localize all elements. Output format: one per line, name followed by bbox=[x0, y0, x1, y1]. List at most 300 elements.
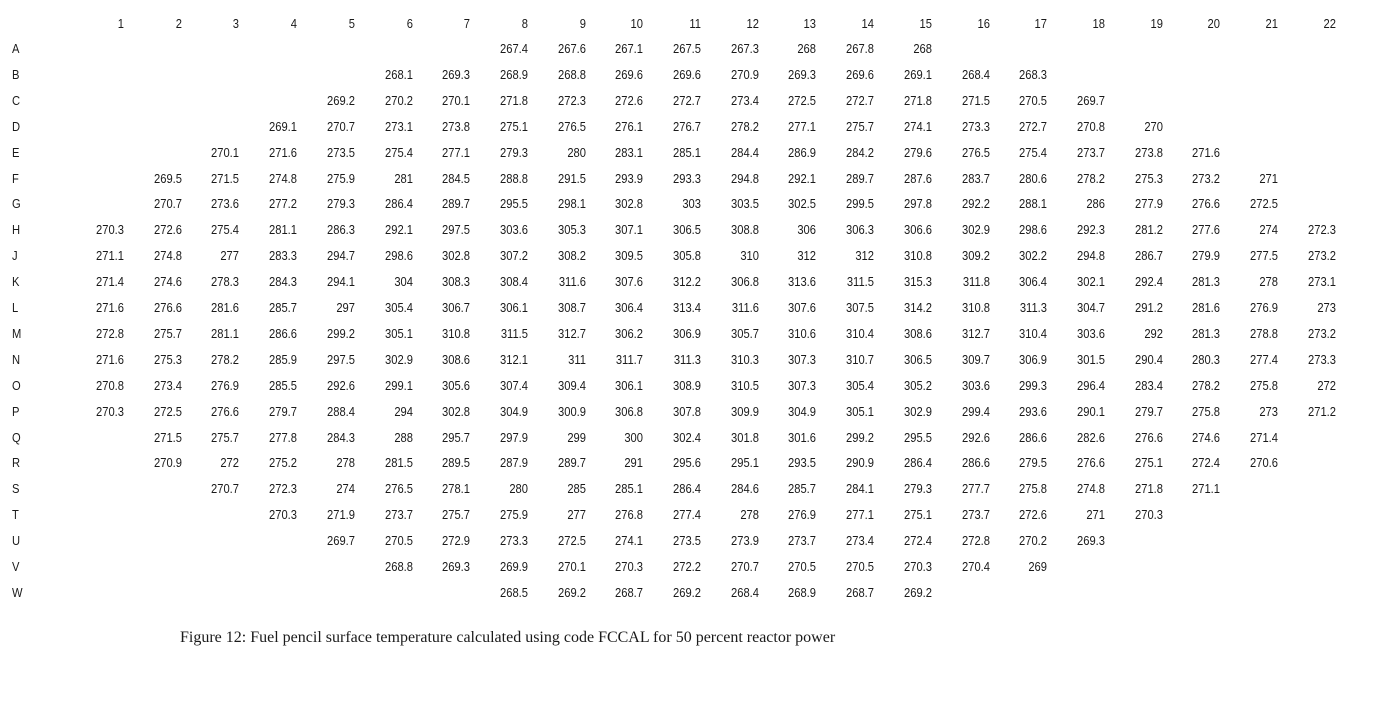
column-header: 6 bbox=[406, 16, 413, 31]
temperature-cell: 306.5 bbox=[903, 351, 932, 367]
temperature-cell: 270.7 bbox=[211, 481, 240, 497]
temperature-cell: 267.3 bbox=[730, 41, 759, 56]
temperature-cell: 306.4 bbox=[615, 300, 644, 315]
temperature-cell: 294.7 bbox=[326, 248, 355, 264]
temperature-cell: 272.5 bbox=[557, 533, 586, 549]
temperature-cell: 285.1 bbox=[673, 144, 701, 160]
temperature-cell: 279.9 bbox=[1192, 248, 1221, 264]
temperature-cell: 267.5 bbox=[673, 41, 701, 56]
temperature-cell: 308.7 bbox=[557, 300, 586, 315]
temperature-cell: 315.3 bbox=[903, 274, 932, 290]
temperature-cell: 270.8 bbox=[1076, 118, 1105, 134]
temperature-cell: 271.4 bbox=[1250, 429, 1278, 445]
temperature-cell: 306.7 bbox=[442, 300, 471, 315]
temperature-cell: 269.3 bbox=[1076, 533, 1105, 549]
temperature-cell: 275.3 bbox=[153, 351, 182, 367]
temperature-cell: 302.2 bbox=[1019, 248, 1048, 264]
column-header: 13 bbox=[803, 16, 817, 31]
row-header: U bbox=[12, 533, 21, 549]
temperature-cell: 277 bbox=[220, 248, 240, 264]
row-header: W bbox=[12, 584, 23, 600]
temperature-cell: 295.6 bbox=[673, 455, 701, 471]
temperature-cell: 273.5 bbox=[326, 144, 355, 160]
temperature-cell: 274.8 bbox=[1076, 481, 1105, 497]
temperature-cell: 289.7 bbox=[557, 455, 586, 471]
temperature-cell: 267.4 bbox=[499, 41, 528, 56]
temperature-cell: 273.3 bbox=[499, 533, 528, 549]
temperature-cell: 307.5 bbox=[846, 300, 875, 315]
temperature-cell: 272.4 bbox=[1192, 455, 1221, 471]
temperature-cell: 276.5 bbox=[961, 144, 990, 160]
temperature-cell: 308.3 bbox=[442, 274, 471, 290]
temperature-cell: 294 bbox=[393, 403, 413, 419]
row-header: O bbox=[12, 377, 21, 393]
temperature-cell: 269.6 bbox=[615, 66, 644, 82]
temperature-cell: 275.8 bbox=[1019, 481, 1048, 497]
column-header: 18 bbox=[1092, 16, 1105, 31]
temperature-cell: 280 bbox=[566, 144, 586, 160]
temperature-cell: 297.5 bbox=[326, 351, 355, 367]
column-header: 7 bbox=[463, 16, 471, 31]
temperature-cell: 275.3 bbox=[1134, 170, 1163, 186]
column-header: 15 bbox=[919, 16, 932, 31]
temperature-cell: 299.4 bbox=[961, 403, 990, 419]
temperature-cell: 299.2 bbox=[326, 325, 355, 341]
temperature-cell: 271 bbox=[1259, 170, 1278, 186]
temperature-cell: 291 bbox=[624, 455, 644, 471]
temperature-cell: 310.6 bbox=[788, 325, 817, 341]
temperature-cell: 281.1 bbox=[269, 222, 298, 238]
temperature-cell: 276.1 bbox=[615, 118, 644, 134]
temperature-cell: 270.7 bbox=[730, 559, 759, 574]
temperature-cell: 308.9 bbox=[673, 377, 701, 393]
temperature-cell: 274.8 bbox=[153, 248, 182, 264]
temperature-cell: 280 bbox=[509, 481, 528, 497]
temperature-cell: 309.9 bbox=[730, 403, 759, 419]
temperature-cell: 268.1 bbox=[384, 66, 413, 82]
temperature-cell: 270.5 bbox=[1019, 92, 1048, 108]
temperature-cell: 281.3 bbox=[1192, 274, 1221, 290]
temperature-cell: 268.9 bbox=[499, 66, 528, 82]
temperature-cell: 305.8 bbox=[673, 248, 701, 264]
temperature-cell: 275.7 bbox=[846, 118, 875, 134]
temperature-cell: 271.2 bbox=[1307, 403, 1336, 419]
temperature-cell: 305.4 bbox=[846, 377, 875, 393]
temperature-cell: 273.2 bbox=[1307, 248, 1336, 264]
temperature-cell: 302.8 bbox=[442, 248, 471, 264]
temperature-cell: 277.4 bbox=[673, 507, 701, 523]
row-header: L bbox=[12, 300, 19, 315]
temperature-cell: 295.1 bbox=[730, 455, 759, 471]
temperature-cell: 306.4 bbox=[1019, 274, 1048, 290]
temperature-cell: 277.1 bbox=[846, 507, 875, 523]
temperature-cell: 281.6 bbox=[211, 300, 240, 315]
temperature-cell: 281.2 bbox=[1134, 222, 1163, 238]
temperature-cell: 269.7 bbox=[1076, 92, 1105, 108]
temperature-cell: 278 bbox=[336, 455, 355, 471]
temperature-cell: 288 bbox=[393, 429, 413, 445]
temperature-cell: 286.6 bbox=[1019, 429, 1048, 445]
temperature-cell: 281.1 bbox=[211, 325, 240, 341]
temperature-cell: 272.5 bbox=[1250, 196, 1278, 212]
temperature-cell: 269.2 bbox=[673, 584, 701, 600]
row-header: S bbox=[12, 481, 20, 497]
temperature-cell: 273.3 bbox=[1307, 351, 1336, 367]
column-header: 14 bbox=[861, 16, 875, 31]
temperature-cell: 305.2 bbox=[903, 377, 932, 393]
temperature-cell: 312.7 bbox=[961, 325, 990, 341]
column-header: 16 bbox=[977, 16, 990, 31]
temperature-cell: 301.5 bbox=[1076, 351, 1105, 367]
temperature-cell: 303.5 bbox=[730, 196, 759, 212]
temperature-cell: 310.8 bbox=[903, 248, 932, 264]
temperature-cell: 272.2 bbox=[673, 559, 701, 574]
temperature-cell: 284.1 bbox=[846, 481, 875, 497]
temperature-cell: 269 bbox=[1028, 559, 1048, 574]
row-header: D bbox=[12, 118, 21, 134]
temperature-cell: 302.9 bbox=[903, 403, 932, 419]
column-header: 1 bbox=[117, 16, 124, 31]
row-header: Q bbox=[12, 429, 21, 445]
temperature-cell: 275.4 bbox=[1019, 144, 1048, 160]
temperature-cell: 276.6 bbox=[1134, 429, 1163, 445]
temperature-cell: 296.4 bbox=[1076, 377, 1105, 393]
temperature-cell: 307.1 bbox=[615, 222, 644, 238]
temperature-cell: 273.7 bbox=[384, 507, 413, 523]
temperature-cell: 284.3 bbox=[326, 429, 355, 445]
temperature-cell: 295.7 bbox=[442, 429, 471, 445]
temperature-cell: 268.4 bbox=[730, 584, 759, 600]
temperature-cell: 273.8 bbox=[442, 118, 471, 134]
temperature-cell: 301.8 bbox=[730, 429, 759, 445]
temperature-cell: 292.1 bbox=[788, 170, 817, 186]
temperature-cell: 272.9 bbox=[442, 533, 471, 549]
temperature-cell: 292 bbox=[1143, 325, 1163, 341]
temperature-cell: 312.1 bbox=[499, 351, 528, 367]
temperature-cell: 294.8 bbox=[1076, 248, 1105, 264]
temperature-cell: 271.4 bbox=[96, 274, 124, 290]
temperature-cell: 285.7 bbox=[269, 300, 298, 315]
temperature-cell: 271 bbox=[1086, 507, 1105, 523]
temperature-cell: 302.4 bbox=[673, 429, 701, 445]
temperature-cell: 306.1 bbox=[615, 377, 644, 393]
temperature-cell: 268.4 bbox=[961, 66, 990, 82]
temperature-cell: 306.2 bbox=[615, 325, 644, 341]
temperature-cell: 302.8 bbox=[442, 403, 471, 419]
temperature-cell: 278 bbox=[740, 507, 759, 523]
temperature-cell: 285.5 bbox=[269, 377, 298, 393]
temperature-cell: 286.9 bbox=[788, 144, 817, 160]
temperature-cell: 275.7 bbox=[211, 429, 240, 445]
temperature-cell: 267.8 bbox=[846, 41, 875, 56]
temperature-cell: 269.5 bbox=[153, 170, 182, 186]
temperature-cell: 310.3 bbox=[730, 351, 759, 367]
temperature-cell: 269.6 bbox=[846, 66, 875, 82]
row-header: A bbox=[12, 41, 20, 56]
temperature-cell: 295.5 bbox=[903, 429, 932, 445]
temperature-cell: 277.2 bbox=[269, 196, 298, 212]
temperature-cell: 274 bbox=[336, 481, 355, 497]
temperature-cell: 270.1 bbox=[557, 559, 586, 574]
temperature-cell: 273.9 bbox=[730, 533, 759, 549]
temperature-cell: 300 bbox=[624, 429, 644, 445]
temperature-cell: 270.3 bbox=[903, 559, 932, 574]
temperature-cell: 310 bbox=[740, 248, 759, 264]
temperature-cell: 278.2 bbox=[1192, 377, 1221, 393]
temperature-cell: 313.4 bbox=[673, 300, 701, 315]
temperature-cell: 270 bbox=[1143, 118, 1163, 134]
temperature-cell: 311.5 bbox=[846, 274, 875, 290]
temperature-cell: 271.1 bbox=[96, 248, 124, 264]
temperature-cell: 306.3 bbox=[846, 222, 875, 238]
column-header: 9 bbox=[579, 16, 586, 31]
temperature-cell: 298.6 bbox=[384, 248, 413, 264]
temperature-cell: 286.6 bbox=[961, 455, 990, 471]
column-header: 20 bbox=[1207, 16, 1221, 31]
temperature-cell: 308.2 bbox=[557, 248, 586, 264]
temperature-cell: 269.9 bbox=[499, 559, 528, 574]
temperature-cell: 291.2 bbox=[1134, 300, 1163, 315]
temperature-cell: 293.6 bbox=[1019, 403, 1048, 419]
temperature-cell: 277.6 bbox=[1192, 222, 1221, 238]
temperature-cell: 273.7 bbox=[788, 533, 817, 549]
temperature-cell: 277 bbox=[566, 507, 586, 523]
column-header: 19 bbox=[1150, 16, 1163, 31]
temperature-cell: 271.6 bbox=[96, 300, 124, 315]
temperature-cell: 299.1 bbox=[384, 377, 413, 393]
temperature-cell: 275.1 bbox=[499, 118, 528, 134]
temperature-cell: 306.1 bbox=[499, 300, 528, 315]
temperature-cell: 272.7 bbox=[846, 92, 875, 108]
temperature-cell: 286.7 bbox=[1134, 248, 1163, 264]
temperature-cell: 276.5 bbox=[384, 481, 413, 497]
temperature-cell: 271.8 bbox=[499, 92, 528, 108]
temperature-cell: 276.6 bbox=[153, 300, 182, 315]
temperature-cell: 310.7 bbox=[846, 351, 875, 367]
temperature-cell: 299.3 bbox=[1019, 377, 1048, 393]
temperature-cell: 293.5 bbox=[788, 455, 817, 471]
temperature-cell: 272.4 bbox=[903, 533, 932, 549]
temperature-cell: 270.3 bbox=[1134, 507, 1163, 523]
temperature-cell: 283.4 bbox=[1134, 377, 1163, 393]
temperature-cell: 307.3 bbox=[788, 351, 817, 367]
temperature-cell: 301.6 bbox=[788, 429, 817, 445]
temperature-cell: 302.9 bbox=[384, 351, 413, 367]
temperature-cell: 270.6 bbox=[1250, 455, 1278, 471]
temperature-cell: 274.8 bbox=[269, 170, 298, 186]
temperature-cell: 273.8 bbox=[1134, 144, 1163, 160]
temperature-cell: 284.3 bbox=[269, 274, 298, 290]
temperature-cell: 271.6 bbox=[96, 351, 124, 367]
temperature-cell: 269.3 bbox=[442, 66, 471, 82]
temperature-cell: 276.9 bbox=[211, 377, 240, 393]
column-header: 17 bbox=[1034, 16, 1048, 31]
temperature-cell: 287.9 bbox=[499, 455, 528, 471]
temperature-cell: 273.4 bbox=[153, 377, 182, 393]
temperature-cell: 297.9 bbox=[499, 429, 528, 445]
temperature-cell: 269.7 bbox=[326, 533, 355, 549]
temperature-cell: 270.3 bbox=[269, 507, 298, 523]
temperature-cell: 307.2 bbox=[499, 248, 528, 264]
temperature-cell: 276.5 bbox=[557, 118, 586, 134]
temperature-cell: 311.6 bbox=[558, 274, 586, 290]
temperature-cell: 286.4 bbox=[384, 196, 413, 212]
temperature-cell: 270.5 bbox=[788, 559, 817, 574]
temperature-cell: 279.6 bbox=[903, 144, 932, 160]
temperature-cell: 267.1 bbox=[615, 41, 644, 56]
temperature-cell: 308.6 bbox=[903, 325, 932, 341]
temperature-cell: 302.8 bbox=[615, 196, 644, 212]
temperature-cell: 310.4 bbox=[1019, 325, 1048, 341]
temperature-cell: 283.1 bbox=[615, 144, 644, 160]
temperature-cell: 275.8 bbox=[1250, 377, 1278, 393]
temperature-cell: 277.8 bbox=[269, 429, 298, 445]
temperature-cell: 285.7 bbox=[788, 481, 817, 497]
row-header: P bbox=[12, 403, 20, 419]
temperature-cell: 311 bbox=[567, 351, 586, 367]
temperature-cell: 270.8 bbox=[96, 377, 124, 393]
temperature-cell: 307.6 bbox=[788, 300, 817, 315]
temperature-cell: 270.7 bbox=[326, 118, 355, 134]
temperature-cell: 295.5 bbox=[499, 196, 528, 212]
temperature-cell: 278.8 bbox=[1250, 325, 1278, 341]
temperature-cell: 283.7 bbox=[961, 170, 990, 186]
temperature-cell: 297.5 bbox=[442, 222, 471, 238]
temperature-cell: 305.6 bbox=[442, 377, 471, 393]
column-header: 2 bbox=[175, 16, 182, 31]
temperature-cell: 276.6 bbox=[211, 403, 240, 419]
row-header: C bbox=[12, 92, 21, 108]
temperature-cell: 278 bbox=[1259, 274, 1278, 290]
temperature-cell: 313.6 bbox=[788, 274, 817, 290]
temperature-cell: 271.6 bbox=[1192, 144, 1221, 160]
temperature-cell: 275.4 bbox=[211, 222, 240, 238]
temperature-cell: 281.6 bbox=[1192, 300, 1221, 315]
temperature-cell: 272.6 bbox=[153, 222, 182, 238]
temperature-cell: 293.9 bbox=[615, 170, 644, 186]
temperature-cell: 272.5 bbox=[788, 92, 817, 108]
temperature-cell: 306.8 bbox=[615, 403, 644, 419]
temperature-cell: 275.7 bbox=[153, 325, 182, 341]
temperature-cell: 311.3 bbox=[673, 351, 701, 367]
temperature-cell: 272.5 bbox=[153, 403, 182, 419]
temperature-cell: 284.5 bbox=[442, 170, 471, 186]
temperature-cell: 280.3 bbox=[1192, 351, 1221, 367]
temperature-cell: 306.9 bbox=[1019, 351, 1048, 367]
column-header: 21 bbox=[1265, 16, 1278, 31]
temperature-cell: 272 bbox=[1317, 377, 1336, 393]
temperature-cell: 292.3 bbox=[1076, 222, 1105, 238]
temperature-cell: 274.1 bbox=[903, 118, 932, 134]
temperature-cell: 276.9 bbox=[1250, 300, 1278, 315]
temperature-cell: 299.5 bbox=[846, 196, 875, 212]
temperature-cell: 271.8 bbox=[1134, 481, 1163, 497]
temperature-cell: 276.6 bbox=[1192, 196, 1221, 212]
temperature-cell: 314.2 bbox=[903, 300, 932, 315]
temperature-cell: 278.2 bbox=[730, 118, 759, 134]
temperature-cell: 299.2 bbox=[846, 429, 875, 445]
temperature-cell: 308.6 bbox=[442, 351, 471, 367]
temperature-cell: 275.9 bbox=[326, 170, 355, 186]
temperature-cell: 306.5 bbox=[673, 222, 701, 238]
temperature-cell: 275.8 bbox=[1192, 403, 1221, 419]
row-header: F bbox=[12, 170, 19, 186]
temperature-cell: 273.7 bbox=[1076, 144, 1105, 160]
temperature-cell: 269.1 bbox=[269, 118, 298, 134]
temperature-cell: 270.7 bbox=[153, 196, 182, 212]
figure-caption: Figure 12: Fuel pencil surface temperature calculated using code FCCAL for 50 percent reactor power bbox=[180, 629, 836, 646]
temperature-cell: 307.8 bbox=[673, 403, 701, 419]
temperature-cell: 288.1 bbox=[1019, 196, 1048, 212]
temperature-cell: 285.1 bbox=[615, 481, 644, 497]
temperature-cell: 272.8 bbox=[96, 325, 124, 341]
temperature-cell: 311.6 bbox=[731, 300, 759, 315]
row-header: J bbox=[12, 248, 18, 264]
temperature-cell: 276.9 bbox=[788, 507, 817, 523]
temperature-cell: 270.2 bbox=[384, 92, 413, 108]
temperature-cell: 275.9 bbox=[499, 507, 528, 523]
temperature-cell: 273.3 bbox=[961, 118, 990, 134]
temperature-cell: 268.5 bbox=[499, 584, 528, 600]
temperature-cell: 271.6 bbox=[269, 144, 298, 160]
temperature-cell: 307.3 bbox=[788, 377, 817, 393]
temperature-cell: 269.2 bbox=[557, 584, 586, 600]
column-header: 8 bbox=[521, 16, 528, 31]
column-header: 5 bbox=[348, 16, 355, 31]
temperature-cell: 269.6 bbox=[673, 66, 701, 82]
temperature-cell: 306.6 bbox=[903, 222, 932, 238]
row-header: B bbox=[12, 66, 20, 82]
temperature-cell: 292.1 bbox=[384, 222, 413, 238]
temperature-cell: 310.4 bbox=[846, 325, 875, 341]
temperature-cell: 274.6 bbox=[153, 274, 182, 290]
temperature-cell: 277.9 bbox=[1134, 196, 1163, 212]
temperature-cell: 271.1 bbox=[1192, 481, 1221, 497]
temperature-cell: 273.2 bbox=[1192, 170, 1221, 186]
temperature-cell: 282.6 bbox=[1076, 429, 1105, 445]
temperature-cell: 270.4 bbox=[961, 559, 990, 574]
temperature-cell: 277.5 bbox=[1250, 248, 1278, 264]
temperature-cell: 311.8 bbox=[962, 274, 990, 290]
temperature-cell: 279.3 bbox=[903, 481, 932, 497]
temperature-cell: 271.5 bbox=[153, 429, 182, 445]
temperature-cell: 309.7 bbox=[961, 351, 990, 367]
row-header: R bbox=[12, 455, 21, 471]
temperature-cell: 294.8 bbox=[730, 170, 759, 186]
temperature-cell: 271.9 bbox=[326, 507, 355, 523]
temperature-cell: 279.7 bbox=[269, 403, 298, 419]
temperature-cell: 270.9 bbox=[730, 66, 759, 82]
temperature-cell: 304.7 bbox=[1076, 300, 1105, 315]
temperature-cell: 273.4 bbox=[730, 92, 759, 108]
temperature-cell: 270.1 bbox=[211, 144, 240, 160]
row-header: K bbox=[12, 274, 20, 290]
temperature-cell: 311.3 bbox=[1020, 300, 1048, 315]
temperature-cell: 278.2 bbox=[1076, 170, 1105, 186]
temperature-cell: 309.2 bbox=[961, 248, 990, 264]
temperature-cell: 268.8 bbox=[384, 559, 413, 574]
temperature-cell: 275.4 bbox=[384, 144, 413, 160]
temperature-cell: 268.3 bbox=[1019, 66, 1048, 82]
row-header: G bbox=[12, 196, 21, 212]
temperature-cell: 290.9 bbox=[846, 455, 875, 471]
temperature-cell: 273.7 bbox=[961, 507, 990, 523]
temperature-cell: 275.1 bbox=[1134, 455, 1163, 471]
temperature-cell: 271.5 bbox=[961, 92, 990, 108]
temperature-cell: 275.1 bbox=[903, 507, 932, 523]
column-header: 11 bbox=[689, 16, 701, 31]
temperature-cell: 268.8 bbox=[557, 66, 586, 82]
